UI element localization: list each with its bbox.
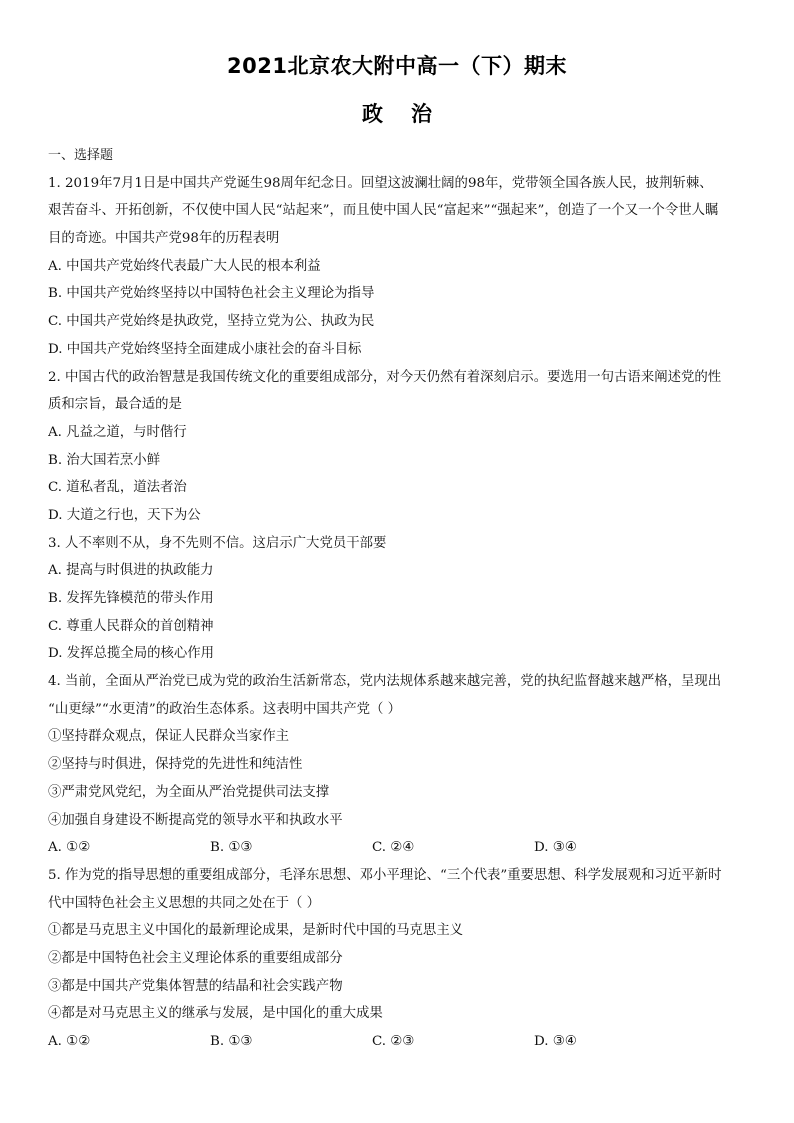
option-a: A. 中国共产党始终代表最广大人民的根本利益 — [48, 258, 321, 274]
statement-4: ④加强自身建设不断提高党的领导水平和执政水平 — [48, 812, 343, 828]
option-a: A. 凡益之道，与时偕行 — [48, 424, 187, 440]
question-stem-line: 目的奇迹。中国共产党98年的历程表明 — [48, 231, 280, 247]
choice-a: A. ①② — [48, 1034, 91, 1049]
question-5 — [48, 862, 748, 1056]
option-d: D. 发挥总揽全局的核心作用 — [48, 646, 215, 662]
statement-1: ①都是马克思主义中国化的最新理论成果，是新时代中国的马克思主义 — [48, 923, 464, 939]
option-d: D. 大道之行也，天下为公 — [48, 507, 201, 523]
choice-c: C. ②③ — [372, 1034, 415, 1049]
choice-d: D. ③④ — [534, 840, 577, 856]
choice-b: B. ①③ — [210, 1034, 253, 1049]
option-b: B. 发挥先锋模范的带头作用 — [48, 591, 214, 606]
exam-title: 2021北京农大附中高一（下）期末 — [227, 54, 567, 78]
statement-2: ②坚持与时俱进，保持党的先进性和纯洁性 — [48, 757, 303, 773]
question-stem-line: 艰苦奋斗、开拓创新，不仅使中国人民“站起来”，而且使中国人民“富起来”“强起来”，创造了一个又一个令世人瞩 — [48, 203, 719, 219]
question-4 — [48, 668, 748, 862]
question-stem-line: 代中国特色社会主义思想的共同之处在于（ ） — [48, 895, 321, 911]
choice-c: C. ②④ — [372, 840, 415, 856]
question-stem-line: 5. 作为党的指导思想的重要组成部分，毛泽东思想、邓小平理论、“三个代表”重要思想、科学发展观和习近平新时 — [48, 867, 722, 883]
subject-title: 政治 — [362, 102, 460, 126]
statement-2: ②都是中国特色社会主义理论体系的重要组成部分 — [48, 950, 343, 966]
choice-b: B. ①③ — [210, 840, 253, 856]
option-d: D. 中国共产党始终坚持全面建成小康社会的奋斗目标 — [48, 341, 362, 357]
choice-row — [48, 834, 748, 862]
question-stem-line: “山更绿”“水更清”的政治生态体系。这表明中国共产党（ ） — [48, 701, 402, 717]
choice-row — [48, 1028, 748, 1056]
option-a: A. 提高与时俱进的执政能力 — [48, 563, 214, 579]
question-1 — [48, 170, 748, 364]
statement-3: ③都是中国共产党集体智慧的结晶和社会实践产物 — [48, 978, 343, 994]
question-stem-line: 1. 2019年7月1日是中国共产党诞生98周年纪念日。回望这波澜壮阔的98年，党带领全国各族人民，披荆斩棘、 — [48, 175, 713, 191]
question-2 — [48, 364, 748, 530]
option-b: B. 中国共产党始终坚持以中国特色社会主义理论为指导 — [48, 286, 375, 302]
statement-4: ④都是对马克思主义的继承与发展，是中国化的重大成果 — [48, 1006, 383, 1022]
choice-a: A. ①② — [48, 840, 91, 856]
section-heading: 一、选择题 — [48, 148, 114, 163]
exam-content — [48, 142, 748, 1056]
option-c: C. 道私者乱，道法者治 — [48, 480, 187, 496]
question-3 — [48, 530, 748, 668]
question-stem-line: 2. 中国古代的政治智慧是我国传统文化的重要组成部分，对今天仍然有着深刻启示。要选用一句古语来阐述党的性 — [48, 369, 722, 385]
option-c: C. 中国共产党始终是执政党，坚持立党为公、执政为民 — [48, 314, 375, 330]
question-stem-line: 3. 人不率则不从，身不先则不信。这启示广大党员干部要 — [48, 535, 387, 551]
statement-3: ③严肃党风党纪，为全面从严治党提供司法支撑 — [48, 784, 330, 800]
question-stem-line: 4. 当前，全面从严治党已成为党的政治生活新常态，党内法规体系越来越完善，党的执纪监督越来越严格，呈现出 — [48, 674, 722, 690]
option-b: B. 治大国若烹小鲜 — [48, 452, 161, 468]
question-stem-line: 质和宗旨，最合适的是 — [48, 397, 182, 413]
option-c: C. 尊重人民群众的首创精神 — [48, 618, 214, 634]
choice-d: D. ③④ — [534, 1034, 577, 1049]
statement-1: ①坚持群众观点，保证人民群众当家作主 — [48, 729, 290, 745]
